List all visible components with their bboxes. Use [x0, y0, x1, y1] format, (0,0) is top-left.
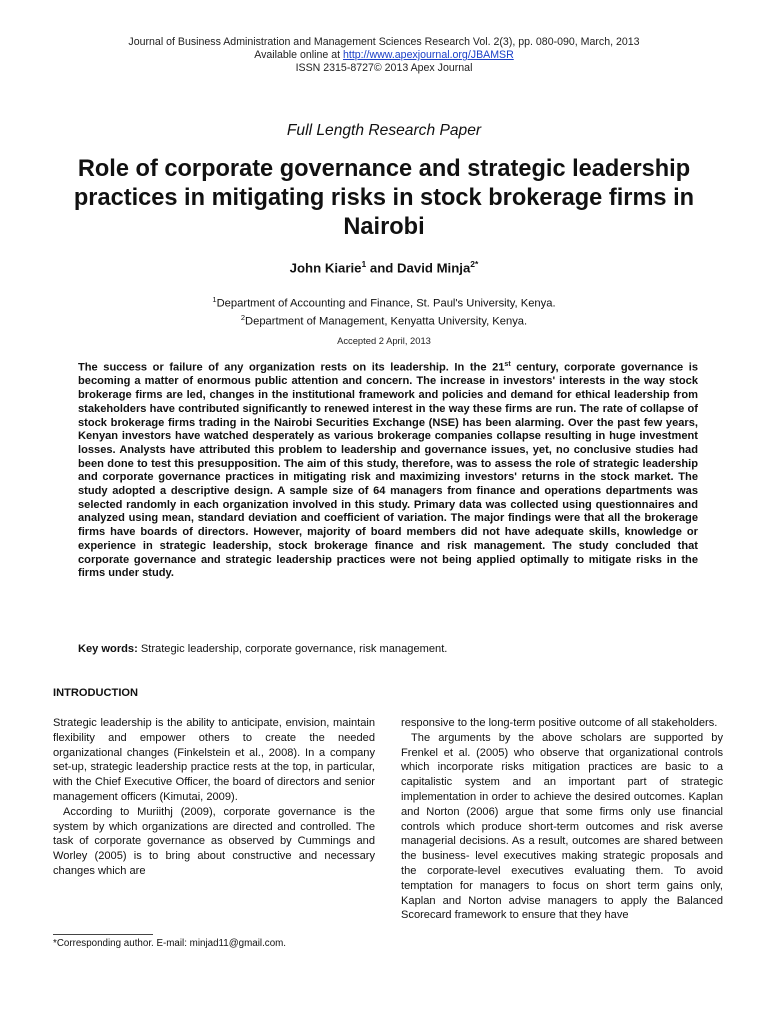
abstract-text: The success or failure of any organization rests on its leadership. In the 21: [78, 361, 505, 374]
issn-line: ISSN 2315-8727© 2013 Apex Journal: [295, 62, 473, 74]
journal-citation: Journal of Business Administration and Management Sciences Research Vol. 2(3), pp. 080-090, March, 2013: [128, 36, 640, 48]
journal-url-link[interactable]: http://www.apexjournal.org/JBAMSR: [342, 49, 514, 61]
accepted-date: Accepted 2 April, 2013: [337, 335, 431, 346]
footnote-divider: [53, 934, 153, 935]
author-name: David Minja: [397, 260, 471, 276]
affiliations: [0, 293, 768, 328]
journal-header: [0, 36, 768, 75]
abstract: [78, 358, 698, 581]
body-paragraph: According to Muriithj (2009), corporate governance is the system by which organizations are directed and controlled. The task of corporate governance as observed by Cummings and Worley (2005) is to bring about constructive and necessary changes which are: [53, 805, 375, 877]
affiliation-text: Department of Accounting and Finance, St. Paul's University, Kenya.: [216, 297, 556, 310]
authors-conjunction: and: [366, 260, 397, 276]
body-paragraph: Strategic leadership is the ability to anticipate, envision, maintain flexibility and empower others to create the needed organizational changes (Finkelstein et al., 2008). In a company set-up, strategic leadership practice rests at the top, in particular, with the Chief Executive Officer, the board of directors and senior management officers (Kimutai, 2009).: [53, 717, 375, 803]
authors: [0, 259, 768, 275]
paper-type: Full Length Research Paper: [286, 122, 482, 139]
corresponding-author-footnote: *Corresponding author. E-mail: minjad11@gmail.com.: [53, 938, 287, 949]
author-affiliation-mark: 1: [361, 259, 367, 269]
abstract-text: century, corporate governance is becoming a matter of enormous public attention and concern. The increase in investors' interests in the way stock brokerage firms are led, changes in the institutional framework and policies and demand for ethical leadership from stakeholders have contributed significantly to renewed interest in the way these firms are run. The rate of collapse of stock brokerage firms trading in the Nairobi Securities Exchange (NSE) has been alarming. Over the past few years, Kenyan investors have watched desperately as various brokerage companies collapse resulting in huge investment losses. Analysts have attributed this problem to leadership and governance issues, yet, no conclusive studies had been done to test this presupposition. The aim of this study, therefore, was to assess the role of strategic leadership and corporate governance practices in mitigating risk and maximizing investors' returns in the stock market. The study adopted a descriptive design. A sample size of 64 managers from finance and operations departments was selected randomly in each organization involved in this study. Primary data was collected using questionnaires and analyzed using mean, standard deviation and coefficient of variation. The major findings were that all the brokerage firms have boards of directors. However, majority of board members did not have adequate skills, knowledge or experience in strategic leadership, stock brokerage finance and risk management. The study concluded that corporate governance and strategic leadership practices were not being applied optimally to mitigate risks in the firms under study.: [78, 361, 699, 580]
keywords-label: Key words:: [78, 643, 138, 655]
body-paragraph: The arguments by the above scholars are supported by Frenkel et al. (2005) who observe that organizational controls which incorporate risks mitigation practices are basic to a capitalistic system and an important part of strategic implementation in order to achieve the desired outcomes. Kaplan and Norton (2006) argue that some firms only use financial controls which produce short-term outcomes and risk averse managerial decisions. As a result, outcomes are shared between the business- level executives making strategic proposals and the corporate-level executives evaluating them. To avoid temptation for managers to focus on short term gains only, Kaplan and Norton advise managers to apply the Balanced Scorecard framework to ensure that they have: [401, 731, 723, 922]
section-heading-introduction: INTRODUCTION: [53, 687, 139, 699]
author-name: John Kiarie: [289, 260, 362, 276]
availability-line: [0, 49, 768, 62]
affiliation-mark: 1: [212, 295, 217, 304]
keywords-text: Strategic leadership, corporate governance, risk management.: [137, 643, 448, 655]
body-column-right: [401, 716, 723, 923]
paper-title: Role of corporate governance and strategic leadership practices in mitigating risks in stock brokerage firms in Nairobi: [73, 156, 695, 240]
availability-prefix: Available online at: [254, 49, 343, 61]
affiliation-line: [0, 311, 768, 329]
body-column-left: [53, 716, 375, 879]
author-affiliation-mark: 2*: [470, 259, 479, 269]
affiliation-line: [0, 293, 768, 311]
ordinal-superscript: st: [504, 361, 511, 368]
body-paragraph: responsive to the long-term positive outcome of all stakeholders.: [401, 717, 718, 729]
keywords: [78, 643, 698, 657]
affiliation-text: Department of Management, Kenyatta University, Kenya.: [245, 315, 528, 328]
affiliation-mark: 2: [240, 312, 246, 322]
